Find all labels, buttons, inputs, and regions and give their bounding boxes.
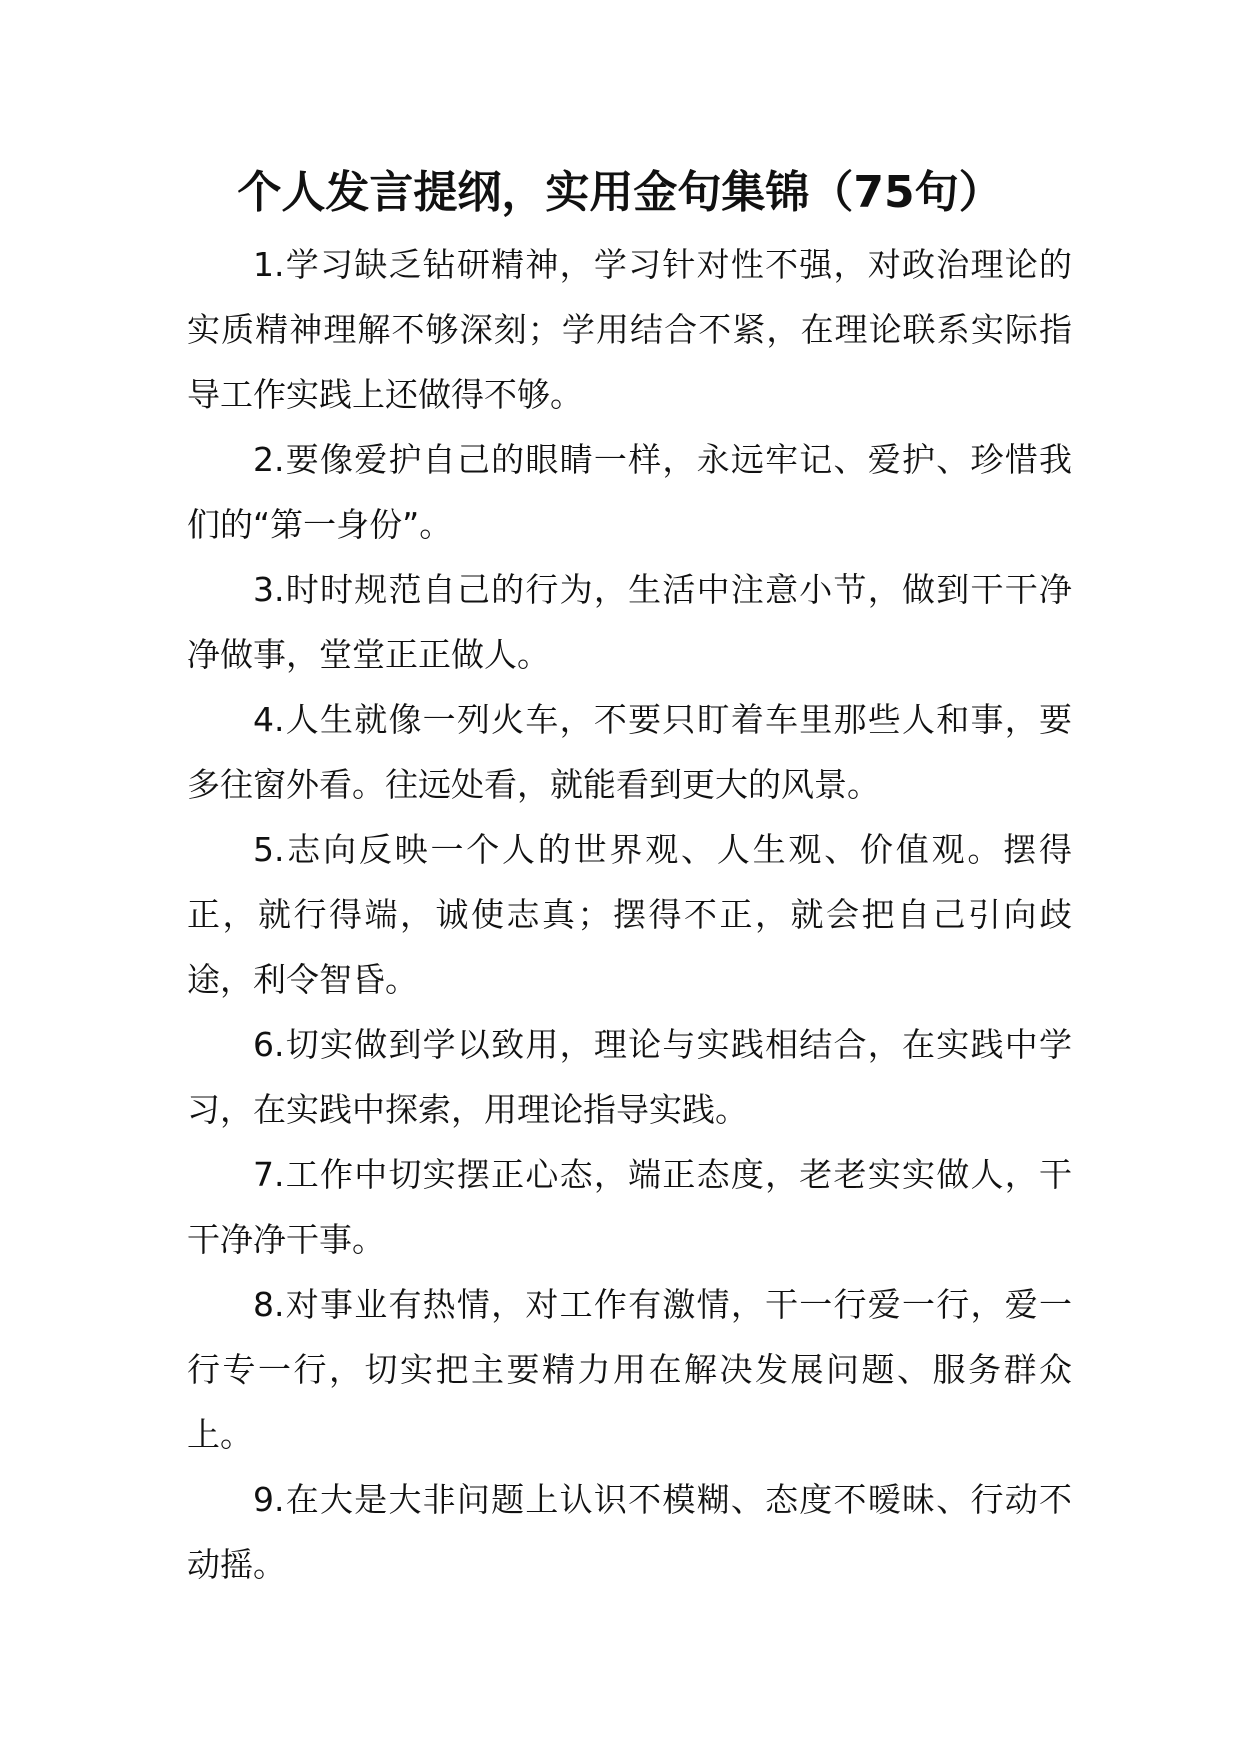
document-body [187, 232, 1072, 1597]
paragraph-7: 7.工作中切实摆正心态，端正态度，老老实实做人，干干净净干事。 [187, 1155, 1072, 1259]
paragraph-3: 3.时时规范自己的行为，生活中注意小节，做到干干净净做事，堂堂正正做人。 [187, 570, 1072, 674]
paragraph-2: 2.要像爱护自己的眼睛一样，永远牢记、爱护、珍惜我们的“第一身份”。 [187, 440, 1072, 544]
paragraph-8: 8.对事业有热情，对工作有激情，干一行爱一行，爱一行专一行，切实把主要精力用在解决发展问题、服务群众上。 [187, 1285, 1072, 1454]
paragraph-5: 5.志向反映一个人的世界观、人生观、价值观。摆得正，就行得端，诚使志真；摆得不正，就会把自己引向歧途，利令智昏。 [187, 830, 1072, 999]
paragraph-6: 6.切实做到学以致用，理论与实践相结合，在实践中学习，在实践中探索，用理论指导实践。 [187, 1025, 1072, 1129]
paragraph-9: 9.在大是大非问题上认识不模糊、态度不暧昧、行动不动摇。 [187, 1480, 1072, 1584]
paragraph-1: 1.学习缺乏钻研精神，学习针对性不强，对政治理论的实质精神理解不够深刻；学用结合不紧，在理论联系实际指导工作实践上还做得不够。 [187, 245, 1072, 414]
document-title: 个人发言提纲，实用金句集锦（75句） [237, 167, 1003, 218]
paragraph-4: 4.人生就像一列火车，不要只盯着车里那些人和事，要多往窗外看。往远处看，就能看到更大的风景。 [187, 700, 1072, 804]
